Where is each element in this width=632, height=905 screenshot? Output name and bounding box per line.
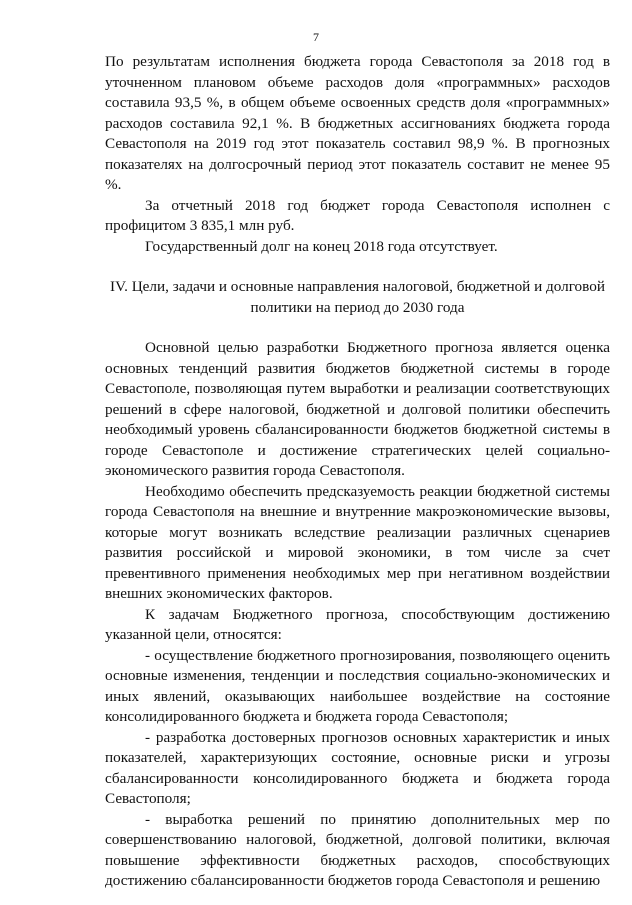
paragraph-budget-surplus: За отчетный 2018 год бюджет города Севастополя исполнен с профицитом 3 835,1 млн руб.	[105, 196, 610, 234]
paragraph-tasks-intro: К задачам Бюджетного прогноза, способствующим достижению указанной цели, относятся:	[105, 605, 610, 643]
list-item-task-decisions: - выработка решений по принятию дополнительных мер по совершенствованию налоговой, бюджетной, долговой политики, включая повышение эффективности бюджетных расходов, способствующих достижению сбалансированности бюджетов города Севастополя и решению	[105, 810, 610, 889]
paragraph-program-expenses: По результатам исполнения бюджета города Севастополя за 2018 год в уточненном плановом объеме расходов доля «программных» расходов составила 93,5 %, в общем объеме освоенных средств доля «программных» расходов составила 92,1 %. В бюджетных ассигнованиях бюджета города Севастополя на 2019 год этот показатель составил 98,9 %. В прогнозных показателях на долгосрочный период этот показатель составит не менее 95 %.	[105, 53, 610, 193]
section-heading: IV. Цели, задачи и основные направления налоговой, бюджетной и долговой политики на период до 2030 года	[110, 278, 605, 316]
paragraph-main-goal: Основной целью разработки Бюджетного прогноза является оценка основных тенденций развития бюджетов бюджетной системы в городе Севастополе, позволяющая путем выработки и реализации соответствующих решений в сфере налоговой, бюджетной и долговой политики обеспечить необходимый уровень сбалансированности бюджетов бюджетной системы в городе Севастополе и достижение стратегических целей социально-экономического развития города Севастополя.	[105, 339, 610, 479]
page-number: 7	[313, 30, 319, 44]
paragraph-predictability: Необходимо обеспечить предсказуемость реакции бюджетной системы города Севастополя на внешние и внутренние макроэкономические вызовы, которые могут возникать вследствие реализации различных сценариев развития российской и мировой экономики, в том числе за счет превентивного применения необходимых мер при негативном воздействии внешних экономических факторов.	[105, 482, 610, 602]
list-item-task-forecasting: - осуществление бюджетного прогнозирования, позволяющего оценить основные изменения, тенденции и последствия социально-экономических и иных явлений, оказывающих наибольшее воздействие на состояние консолидированного бюджета и бюджета города Севастополя;	[105, 646, 610, 725]
list-item-task-reliable-forecasts: - разработка достоверных прогнозов основных характеристик и иных показателей, характеризующих состояние, основные риски и угрозы сбалансированности консолидированного бюджета и бюджета города Севастополя;	[105, 728, 610, 807]
paragraph-public-debt: Государственный долг на конец 2018 года отсутствует.	[145, 237, 498, 255]
document-body	[105, 52, 610, 892]
